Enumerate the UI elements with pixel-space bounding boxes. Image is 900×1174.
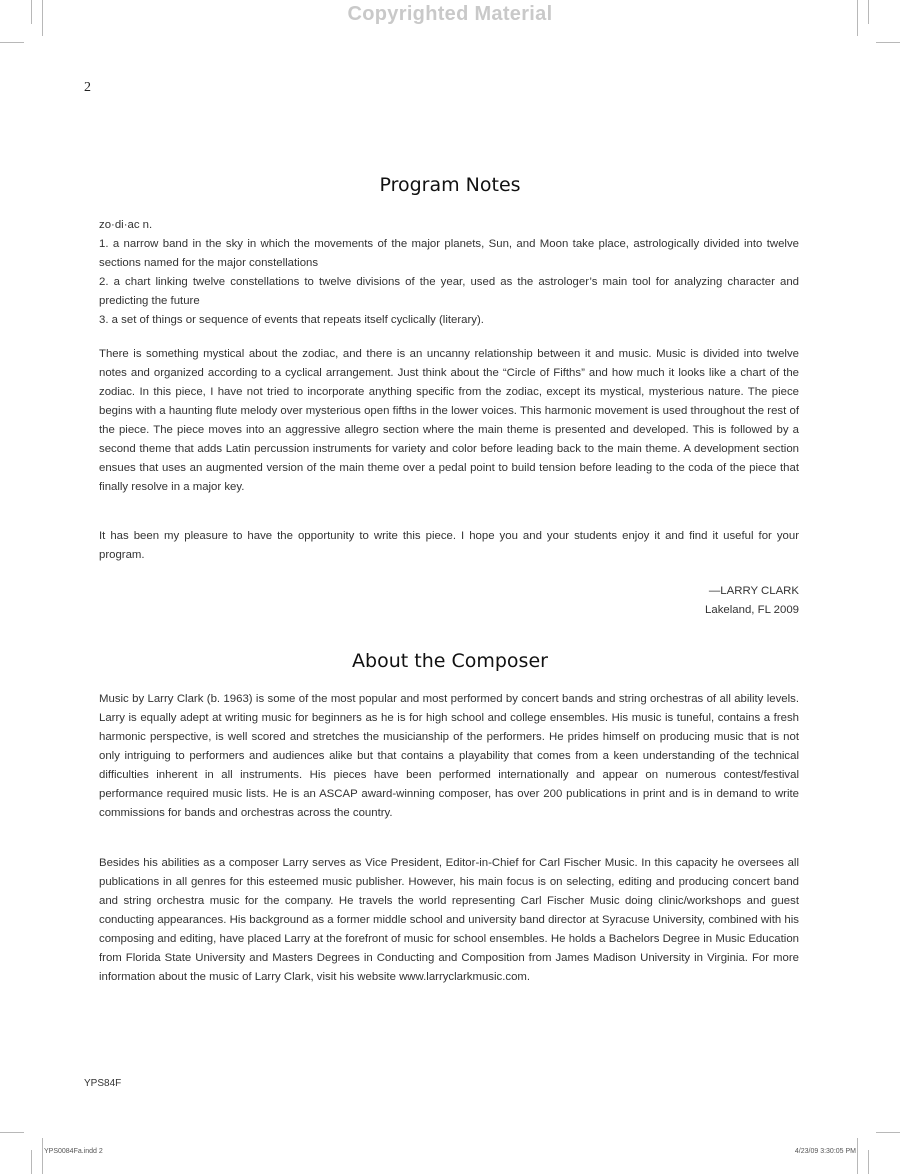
crop-mark bbox=[868, 1150, 869, 1174]
program-notes-heading: Program Notes bbox=[379, 174, 521, 196]
signature-place: Lakeland, FL 2009 bbox=[705, 604, 799, 616]
about-paragraph-2-text: Besides his abilities as a composer Larry serves as Vice President, Editor-in-Chief for Carl Fischer Music. In this capacity he oversees all publications in all genres for this esteemed music publisher. However, his main focus is on selecting, editing and producing concert band and string orchestra music for the company. He travels the world representing Carl Fischer Music doing clinic/workshops and guest conducting appearances. His background as a former middle school and university band director at Syracuse University, combined with his composing and editing, have placed Larry at the forefront of music for school ensembles. He holds a Bachelors Degree in Music Education from Florida State University and Masters Degrees in Conducting and Composition from James Madison University in Virginia. For more information about the music of Larry Clark, visit his website www.larryclarkmusic.com. bbox=[99, 857, 799, 983]
print-slug-timestamp: 4/23/09 3:30:05 PM bbox=[794, 1148, 856, 1155]
program-notes-paragraph bbox=[99, 345, 799, 497]
definition-term: zo·di·ac n. bbox=[99, 219, 153, 231]
definition-line: 3. a set of things or sequence of events that repeats itself cyclically (literary). bbox=[99, 314, 484, 326]
catalog-code: YPS84F bbox=[84, 1078, 122, 1089]
about-paragraph-2 bbox=[99, 854, 799, 987]
about-paragraph-1 bbox=[99, 690, 799, 823]
program-notes-closing-paragraph bbox=[99, 527, 799, 565]
crop-mark bbox=[868, 0, 869, 24]
crop-mark bbox=[876, 1132, 900, 1133]
signature-block bbox=[705, 582, 799, 620]
copyright-watermark: Copyrighted Material bbox=[347, 3, 553, 25]
crop-mark bbox=[876, 42, 900, 43]
crop-mark bbox=[42, 1138, 43, 1174]
crop-mark bbox=[857, 1138, 858, 1174]
definition-line: 1. a narrow band in the sky in which the movements of the major planets, Sun, and Moon take place, astrologically divided into twelve sections named for the major constellations bbox=[99, 238, 799, 269]
print-slug-file: YPS0084Fa.indd 2 bbox=[44, 1148, 103, 1155]
program-notes-paragraph-text: There is something mystical about the zodiac, and there is an uncanny relationship between it and music. Music is divided into twelve notes and organized according to a cyclical arrangement. Just think about the “Circle of Fifths” and how much it looks like a chart of the zodiac. In this piece, I have not tried to incorporate anything specific from the zodiac, except its mystical, mysterious nature. The piece begins with a haunting flute melody over mysterious open fifths in the lower voices. This harmonic movement is used throughout the rest of the piece. The piece moves into an aggressive allegro section where the main theme is presented and developed. This is followed by a second theme that adds Latin percussion instruments for variety and color before leading back to the main theme. A development section ensues that uses an augmented version of the main theme over a pedal point to build tension before leading to the coda of the piece that finally resolve in a major key. bbox=[99, 348, 799, 493]
crop-mark bbox=[857, 0, 858, 36]
definition-block bbox=[99, 216, 799, 330]
crop-mark bbox=[42, 0, 43, 36]
crop-mark bbox=[31, 1150, 32, 1174]
crop-mark bbox=[0, 42, 24, 43]
program-notes-closing-text: It has been my pleasure to have the opportunity to write this piece. I hope you and your students enjoy it and find it useful for your program. bbox=[99, 530, 799, 561]
about-composer-heading: About the Composer bbox=[352, 650, 548, 672]
crop-mark bbox=[0, 1132, 24, 1133]
signature-name: —LARRY CLARK bbox=[708, 585, 799, 597]
page-number: 2 bbox=[84, 80, 91, 95]
definition-line: 2. a chart linking twelve constellations to twelve divisions of the year, used as the astrologer’s main tool for analyzing character and predicting the future bbox=[99, 276, 799, 307]
crop-mark bbox=[31, 0, 32, 24]
about-paragraph-1-text: Music by Larry Clark (b. 1963) is some of the most popular and most performed by concert bands and string orchestras of all ability levels. Larry is equally adept at writing music for beginners as he is for high school and college ensembles. His music is tuneful, contains a fresh harmonic perspective, is well scored and stretches the musicianship of the performers. He prides himself on producing music that is not only intriguing to performers and audiences alike but that contains a playability that comes from a keen understanding of the technical difficulties inherent in all instruments. His pieces have been performed internationally and appear on numerous contest/festival performance required music lists. He is an ASCAP award-winning composer, has over 200 publications in print and is in demand to write commissions for bands and orchestras across the country. bbox=[99, 693, 799, 819]
